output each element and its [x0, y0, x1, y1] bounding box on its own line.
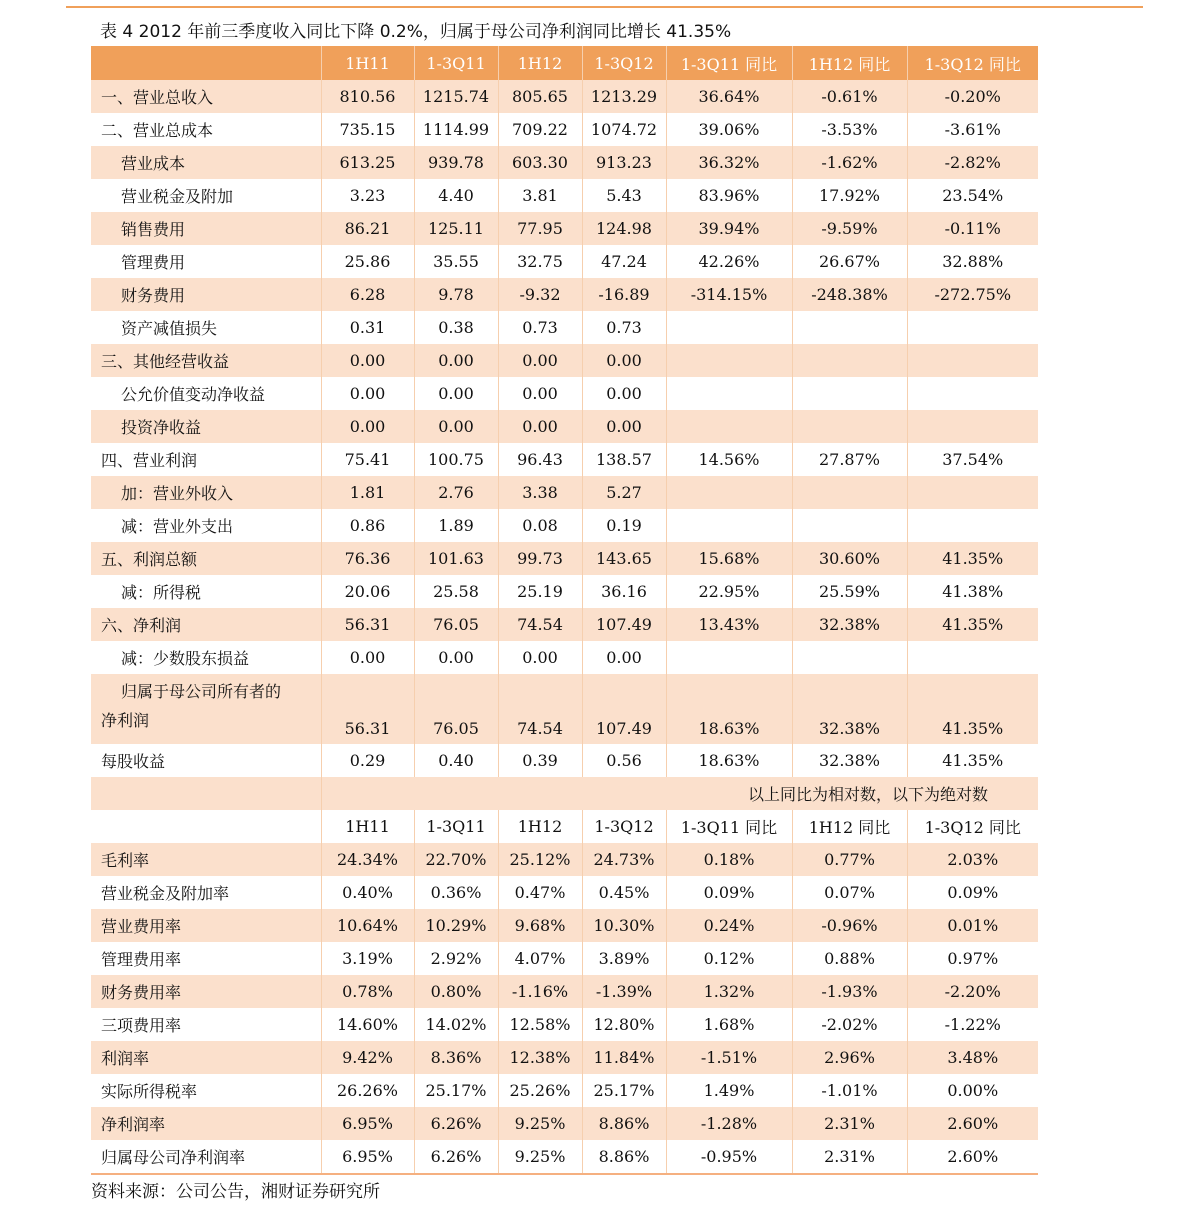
table-cell: 0.47% [498, 876, 582, 909]
table-cell: 709.22 [498, 113, 582, 146]
table-cell: 41.38% [907, 575, 1038, 608]
column-subheader: 1-3Q12 [582, 810, 666, 843]
row-label-line1: 归属于母公司所有者的 [121, 682, 282, 701]
table-row [91, 476, 1038, 509]
table-cell: 3.38 [498, 476, 582, 509]
table-cell: 77.95 [498, 212, 582, 245]
table-cell [907, 641, 1038, 674]
table-cell: 138.57 [582, 443, 666, 476]
table-cell: 0.07% [792, 876, 907, 909]
table-cell: 12.58% [498, 1008, 582, 1041]
table-cell: 56.31 [321, 608, 414, 641]
table-cell: 36.64% [666, 80, 792, 113]
row-label [91, 674, 321, 744]
table-cell: 0.18% [666, 843, 792, 876]
row-label: 每股收益 [91, 744, 321, 777]
table-cell: 18.63% [666, 744, 792, 777]
table-row [91, 212, 1038, 245]
table-cell [792, 641, 907, 674]
row-label: 公允价值变动净收益 [91, 377, 321, 410]
note-row [91, 777, 1038, 810]
table-cell: 6.26% [414, 1107, 498, 1140]
table-cell: 0.00 [321, 641, 414, 674]
table-cell: 2.60% [907, 1107, 1038, 1140]
table-cell: 14.60% [321, 1008, 414, 1041]
table-cell: 0.00 [582, 344, 666, 377]
financial-table [91, 46, 1038, 1175]
table-cell: 143.65 [582, 542, 666, 575]
table-cell: 107.49 [582, 674, 666, 744]
table-cell: 124.98 [582, 212, 666, 245]
table-cell: 0.80% [414, 975, 498, 1008]
table-caption: 表 4 2012 年前三季度收入同比下降 0.2%，归属于母公司净利润同比增长 41.35% [100, 22, 732, 42]
table-row [91, 410, 1038, 443]
ratio-row [91, 942, 1038, 975]
row-label: 营业费用率 [91, 909, 321, 942]
table-cell: 42.26% [666, 245, 792, 278]
table-cell: 3.81 [498, 179, 582, 212]
row-label: 加：营业外收入 [91, 476, 321, 509]
table-cell [907, 476, 1038, 509]
table-cell: 0.78% [321, 975, 414, 1008]
table-cell: 10.30% [582, 909, 666, 942]
table-subheader-row [91, 810, 1038, 843]
table-cell: -248.38% [792, 278, 907, 311]
table-cell: 76.05 [414, 674, 498, 744]
row-label: 资产减值损失 [91, 311, 321, 344]
table-cell: 0.00 [582, 641, 666, 674]
ratio-row [91, 975, 1038, 1008]
table-cell: 37.54% [907, 443, 1038, 476]
table-cell: 0.40% [321, 876, 414, 909]
table-cell: -314.15% [666, 278, 792, 311]
column-subheader: 1-3Q11 同比 [666, 810, 792, 843]
ratio-row [91, 1074, 1038, 1107]
table-cell: 24.73% [582, 843, 666, 876]
table-cell: 805.65 [498, 80, 582, 113]
table-cell: -1.28% [666, 1107, 792, 1140]
table-cell: 32.75 [498, 245, 582, 278]
table-cell: 35.55 [414, 245, 498, 278]
table-cell: 27.87% [792, 443, 907, 476]
table-cell [666, 344, 792, 377]
row-label: 投资净收益 [91, 410, 321, 443]
table-cell: -1.39% [582, 975, 666, 1008]
table-cell: 18.63% [666, 674, 792, 744]
table-cell: 1.81 [321, 476, 414, 509]
table-cell: 1.49% [666, 1074, 792, 1107]
table-cell: 22.95% [666, 575, 792, 608]
row-label: 六、净利润 [91, 608, 321, 641]
table-row [91, 344, 1038, 377]
table-cell: 13.43% [666, 608, 792, 641]
table-cell: 3.19% [321, 942, 414, 975]
table-cell: 75.41 [321, 443, 414, 476]
table-cell: 0.45% [582, 876, 666, 909]
table-cell [792, 476, 907, 509]
row-label: 管理费用率 [91, 942, 321, 975]
table-cell: 0.00 [582, 410, 666, 443]
table-cell: 2.60% [907, 1140, 1038, 1174]
table-cell: 0.00 [414, 344, 498, 377]
table-cell: 1074.72 [582, 113, 666, 146]
table-cell: 2.31% [792, 1107, 907, 1140]
ratio-row [91, 843, 1038, 876]
table-cell: 3.89% [582, 942, 666, 975]
table-cell: 4.40 [414, 179, 498, 212]
table-cell: 0.00 [498, 641, 582, 674]
table-cell: 613.25 [321, 146, 414, 179]
table-header-row [91, 46, 1038, 80]
table-cell: 22.70% [414, 843, 498, 876]
table-row [91, 146, 1038, 179]
column-header: 1-3Q12 [582, 46, 666, 80]
top-rule [66, 6, 1143, 8]
table-cell: 6.95% [321, 1107, 414, 1140]
table-cell: 25.12% [498, 843, 582, 876]
column-subheader: 1-3Q12 同比 [907, 810, 1038, 843]
table-cell: -1.01% [792, 1074, 907, 1107]
table-cell: 0.00 [582, 377, 666, 410]
table-cell: 32.38% [792, 674, 907, 744]
column-header: 1-3Q12 同比 [907, 46, 1038, 80]
table-cell: 101.63 [414, 542, 498, 575]
table-cell: -3.53% [792, 113, 907, 146]
table-cell: 26.67% [792, 245, 907, 278]
table-cell: 9.78 [414, 278, 498, 311]
row-label: 销售费用 [91, 212, 321, 245]
table-cell: 0.00 [414, 410, 498, 443]
table-cell: 1.89 [414, 509, 498, 542]
table-cell: 0.00 [498, 377, 582, 410]
table-cell: 39.94% [666, 212, 792, 245]
table-cell [792, 410, 907, 443]
table-cell: 74.54 [498, 674, 582, 744]
table-cell: -1.16% [498, 975, 582, 1008]
table-note: 以上同比为相对数，以下为绝对数 [321, 777, 1038, 810]
table-cell: -0.20% [907, 80, 1038, 113]
table-cell: 0.00% [907, 1074, 1038, 1107]
table-cell: 1213.29 [582, 80, 666, 113]
table-cell: 0.86 [321, 509, 414, 542]
table-row [91, 278, 1038, 311]
ratio-row [91, 876, 1038, 909]
table-cell: 0.19 [582, 509, 666, 542]
table-row [91, 542, 1038, 575]
table-cell: 25.17% [414, 1074, 498, 1107]
row-label: 三项费用率 [91, 1008, 321, 1041]
table-cell: -2.20% [907, 975, 1038, 1008]
row-label: 财务费用 [91, 278, 321, 311]
table-row [91, 179, 1038, 212]
table-cell: 17.92% [792, 179, 907, 212]
column-header: 1-3Q11 同比 [666, 46, 792, 80]
table-cell: 83.96% [666, 179, 792, 212]
table-cell: 0.00 [321, 344, 414, 377]
ratio-row [91, 1107, 1038, 1140]
table-cell [666, 377, 792, 410]
table-cell: 0.40 [414, 744, 498, 777]
column-header: 1H11 [321, 46, 414, 80]
table-cell: 36.32% [666, 146, 792, 179]
table-cell: 0.73 [498, 311, 582, 344]
table-cell: 0.09% [666, 876, 792, 909]
table-cell: 8.86% [582, 1140, 666, 1174]
table-cell: 25.26% [498, 1074, 582, 1107]
table-cell: 1215.74 [414, 80, 498, 113]
row-label: 营业税金及附加 [91, 179, 321, 212]
table-cell: 0.01% [907, 909, 1038, 942]
table-cell: 9.25% [498, 1140, 582, 1174]
table-cell: 5.27 [582, 476, 666, 509]
header-corner [91, 46, 321, 80]
table-cell: 41.35% [907, 744, 1038, 777]
table-cell [907, 509, 1038, 542]
column-subheader: 1H11 [321, 810, 414, 843]
table-cell: 125.11 [414, 212, 498, 245]
table-cell: 100.75 [414, 443, 498, 476]
source-note: 资料来源：公司公告，湘财证券研究所 [91, 1182, 380, 1202]
table-cell: 25.86 [321, 245, 414, 278]
table-cell: -1.22% [907, 1008, 1038, 1041]
table-cell: -272.75% [907, 278, 1038, 311]
table-cell: 12.38% [498, 1041, 582, 1074]
table-cell: 74.54 [498, 608, 582, 641]
row-label: 管理费用 [91, 245, 321, 278]
row-label: 五、利润总额 [91, 542, 321, 575]
table-cell: 39.06% [666, 113, 792, 146]
table-cell: 913.23 [582, 146, 666, 179]
table-cell: -2.82% [907, 146, 1038, 179]
table-cell: -9.32 [498, 278, 582, 311]
table-cell: 10.64% [321, 909, 414, 942]
table-cell: 0.88% [792, 942, 907, 975]
table-row [91, 575, 1038, 608]
table-row [91, 744, 1038, 777]
table-cell: -0.61% [792, 80, 907, 113]
table-cell [792, 509, 907, 542]
table-cell: 9.68% [498, 909, 582, 942]
table-cell: 2.03% [907, 843, 1038, 876]
table-cell: 6.28 [321, 278, 414, 311]
table-cell: 86.21 [321, 212, 414, 245]
table-cell [666, 641, 792, 674]
table-cell [666, 311, 792, 344]
column-header: 1H12 [498, 46, 582, 80]
table-cell: 0.24% [666, 909, 792, 942]
table-cell [792, 311, 907, 344]
row-label: 财务费用率 [91, 975, 321, 1008]
table-cell: 5.43 [582, 179, 666, 212]
table-cell: 76.05 [414, 608, 498, 641]
table-cell: 0.77% [792, 843, 907, 876]
table-cell: 36.16 [582, 575, 666, 608]
row-label: 利润率 [91, 1041, 321, 1074]
table-cell: 56.31 [321, 674, 414, 744]
ratio-row [91, 1041, 1038, 1074]
table-cell: 0.31 [321, 311, 414, 344]
table-cell: 4.07% [498, 942, 582, 975]
table-row [91, 245, 1038, 278]
table-row [91, 641, 1038, 674]
table-cell: 0.12% [666, 942, 792, 975]
row-label: 净利润率 [91, 1107, 321, 1140]
subheader-blank [91, 810, 321, 843]
ratio-row [91, 1008, 1038, 1041]
table-cell: 99.73 [498, 542, 582, 575]
table-cell: -16.89 [582, 278, 666, 311]
table-cell: -1.51% [666, 1041, 792, 1074]
table-cell: 47.24 [582, 245, 666, 278]
row-label: 毛利率 [91, 843, 321, 876]
ratio-row [91, 1140, 1038, 1174]
column-header: 1H12 同比 [792, 46, 907, 80]
table-cell: -9.59% [792, 212, 907, 245]
table-cell: 0.29 [321, 744, 414, 777]
table-cell: 3.23 [321, 179, 414, 212]
table-cell: 735.15 [321, 113, 414, 146]
table-cell [792, 377, 907, 410]
table-cell [666, 410, 792, 443]
column-subheader: 1H12 同比 [792, 810, 907, 843]
table-cell: 15.68% [666, 542, 792, 575]
table-row [91, 80, 1038, 113]
table-cell: 25.59% [792, 575, 907, 608]
table-cell: 30.60% [792, 542, 907, 575]
table-cell: 2.76 [414, 476, 498, 509]
row-label: 三、其他经营收益 [91, 344, 321, 377]
table-cell: 0.00 [321, 410, 414, 443]
table-cell: 25.19 [498, 575, 582, 608]
table-cell: 1114.99 [414, 113, 498, 146]
table-cell: 2.31% [792, 1140, 907, 1174]
table-cell: 32.38% [792, 744, 907, 777]
note-blank [91, 777, 321, 810]
table-cell: 0.56 [582, 744, 666, 777]
table-cell: 10.29% [414, 909, 498, 942]
table-cell [792, 344, 907, 377]
table-cell: 0.00 [498, 410, 582, 443]
row-label: 营业成本 [91, 146, 321, 179]
table-cell: 9.42% [321, 1041, 414, 1074]
row-label: 减：营业外支出 [91, 509, 321, 542]
column-subheader: 1H12 [498, 810, 582, 843]
table-cell: 32.38% [792, 608, 907, 641]
table-cell: 0.08 [498, 509, 582, 542]
table-row [91, 377, 1038, 410]
row-label: 二、营业总成本 [91, 113, 321, 146]
row-label: 归属母公司净利润率 [91, 1140, 321, 1174]
table-cell: -2.02% [792, 1008, 907, 1041]
table-cell: 96.43 [498, 443, 582, 476]
table-cell: 810.56 [321, 80, 414, 113]
table-cell [666, 509, 792, 542]
row-label: 减：所得税 [91, 575, 321, 608]
row-label-line2: 净利润 [101, 711, 150, 730]
table-cell: 1.32% [666, 975, 792, 1008]
table-cell: -1.62% [792, 146, 907, 179]
table-cell: 1.68% [666, 1008, 792, 1041]
table-cell: 20.06 [321, 575, 414, 608]
row-label: 营业税金及附加率 [91, 876, 321, 909]
table-cell: 12.80% [582, 1008, 666, 1041]
table-cell: 2.96% [792, 1041, 907, 1074]
table-cell: 25.17% [582, 1074, 666, 1107]
table-cell: 0.36% [414, 876, 498, 909]
row-label: 一、营业总收入 [91, 80, 321, 113]
table-cell: 11.84% [582, 1041, 666, 1074]
table-row [91, 509, 1038, 542]
table-cell: 0.00 [414, 377, 498, 410]
table-cell [907, 410, 1038, 443]
column-header: 1-3Q11 [414, 46, 498, 80]
row-label: 减：少数股东损益 [91, 641, 321, 674]
table-cell: 0.00 [414, 641, 498, 674]
table-row [91, 113, 1038, 146]
table-cell: 76.36 [321, 542, 414, 575]
row-label: 实际所得税率 [91, 1074, 321, 1107]
table-cell: -1.93% [792, 975, 907, 1008]
column-subheader: 1-3Q11 [414, 810, 498, 843]
table-cell: 32.88% [907, 245, 1038, 278]
table-cell: 0.09% [907, 876, 1038, 909]
table-row [91, 311, 1038, 344]
table-cell: 6.26% [414, 1140, 498, 1174]
table-cell: 3.48% [907, 1041, 1038, 1074]
table-cell [907, 377, 1038, 410]
table-cell: 603.30 [498, 146, 582, 179]
table-cell: -3.61% [907, 113, 1038, 146]
table-cell: 23.54% [907, 179, 1038, 212]
table-cell: 0.00 [321, 377, 414, 410]
table-cell [666, 476, 792, 509]
table-row [91, 608, 1038, 641]
table-row [91, 443, 1038, 476]
table-cell: 0.97% [907, 942, 1038, 975]
row-label: 四、营业利润 [91, 443, 321, 476]
table-cell: 0.38 [414, 311, 498, 344]
table-cell: 0.00 [498, 344, 582, 377]
table-cell: 2.92% [414, 942, 498, 975]
table-cell: 0.73 [582, 311, 666, 344]
table-cell: 8.86% [582, 1107, 666, 1140]
table-cell [907, 344, 1038, 377]
table-cell: 24.34% [321, 843, 414, 876]
table-cell: -0.95% [666, 1140, 792, 1174]
table-cell: 41.35% [907, 608, 1038, 641]
table-row-parent-net-profit [91, 674, 1038, 744]
table-cell: 41.35% [907, 542, 1038, 575]
table-cell: -0.11% [907, 212, 1038, 245]
table-cell [907, 311, 1038, 344]
table-cell: 939.78 [414, 146, 498, 179]
table-cell: 0.39 [498, 744, 582, 777]
table-cell: 14.02% [414, 1008, 498, 1041]
table-cell: 26.26% [321, 1074, 414, 1107]
ratio-row [91, 909, 1038, 942]
table-cell: 8.36% [414, 1041, 498, 1074]
table-cell: 41.35% [907, 674, 1038, 744]
table-cell: 107.49 [582, 608, 666, 641]
table-cell: 9.25% [498, 1107, 582, 1140]
table-cell: 6.95% [321, 1140, 414, 1174]
table-cell: 25.58 [414, 575, 498, 608]
table-cell: 14.56% [666, 443, 792, 476]
table-cell: -0.96% [792, 909, 907, 942]
